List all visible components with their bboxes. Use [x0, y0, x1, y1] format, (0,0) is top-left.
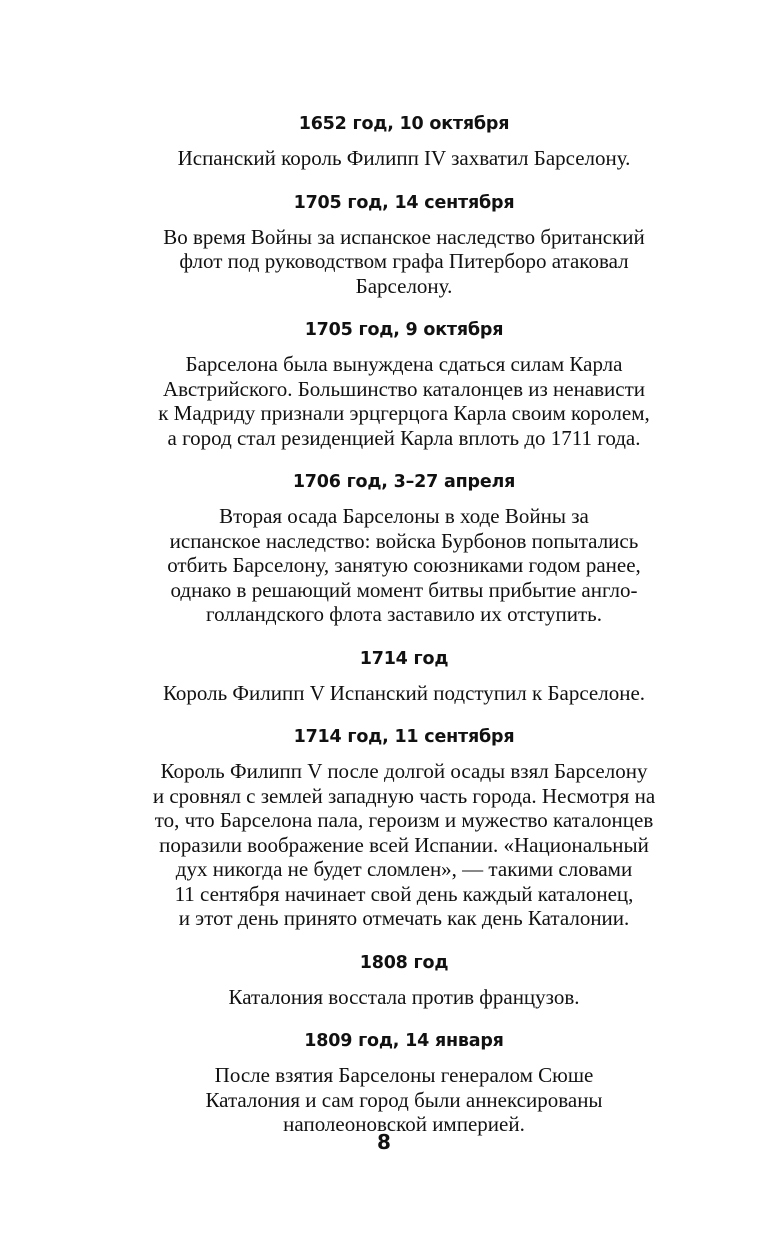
entry-date: 1714 год	[359, 648, 449, 669]
chronology-entry	[140, 112, 668, 171]
entry-date: 1714 год, 11 сентября	[293, 727, 515, 747]
entry-text: Король Филипп V Испанский подступил к Барселоне.	[162, 680, 646, 705]
page-number: 8	[377, 1130, 391, 1154]
entry-text: Король Филипп V после долгой осады взял Барселону и сровнял с землей западную часть города. Несмотря на то, что Барселона пала, героизм и мужество каталонцев поразили воображение всей Испании. «Национальный дух никогда не будет сломлен», — такими словами 11 сентября начинает свой день каждый каталонец, и этот день принято отмечать как день Каталонии.	[152, 759, 656, 930]
chronology-entry	[140, 725, 668, 931]
entry-text: После взятия Барселоны генералом Сюше Каталония и сам город были аннексированы наполеоновской империей.	[205, 1063, 603, 1136]
chronology-entry	[140, 951, 668, 1010]
entry-text: Во время Войны за испанское наследство британский флот под руководством графа Питерборо атаковал Барселону.	[163, 224, 645, 298]
entry-text: Каталония восстала против французов.	[228, 984, 580, 1009]
chronology-entry	[140, 1029, 668, 1137]
entry-date: 1809 год, 14 января	[304, 1031, 504, 1051]
entry-text: Вторая осада Барселоны в ходе Войны за испанское наследство: войска Бурбонов попытались отбить Барселону, занятую союзниками годом ранее, однако в решающий момент битвы прибытие англо- голландского флота заставило их отступить.	[167, 504, 641, 626]
entry-date: 1652 год, 10 октября	[298, 114, 510, 134]
chronology-entry	[140, 191, 668, 299]
entry-text: Барселона была вынуждена сдаться силам Карла Австрийского. Большинство каталонцев из ненависти к Мадриду признали эрцгерцога Карла своим королем, а город стал резиденцией Карла вплоть до 1711 года.	[158, 352, 650, 450]
entry-date: 1705 год, 9 октября	[304, 320, 504, 340]
chronology-entry	[140, 647, 668, 706]
chronology-entry	[140, 470, 668, 627]
entry-date: 1808 год	[359, 952, 449, 973]
entry-date: 1706 год, 3–27 апреля	[292, 472, 516, 492]
entry-text: Испанский король Филипп IV захватил Барселону.	[177, 146, 631, 170]
chronology-list	[140, 112, 668, 1157]
entry-date: 1705 год, 14 сентября	[293, 192, 515, 213]
chronology-entry	[140, 318, 668, 450]
